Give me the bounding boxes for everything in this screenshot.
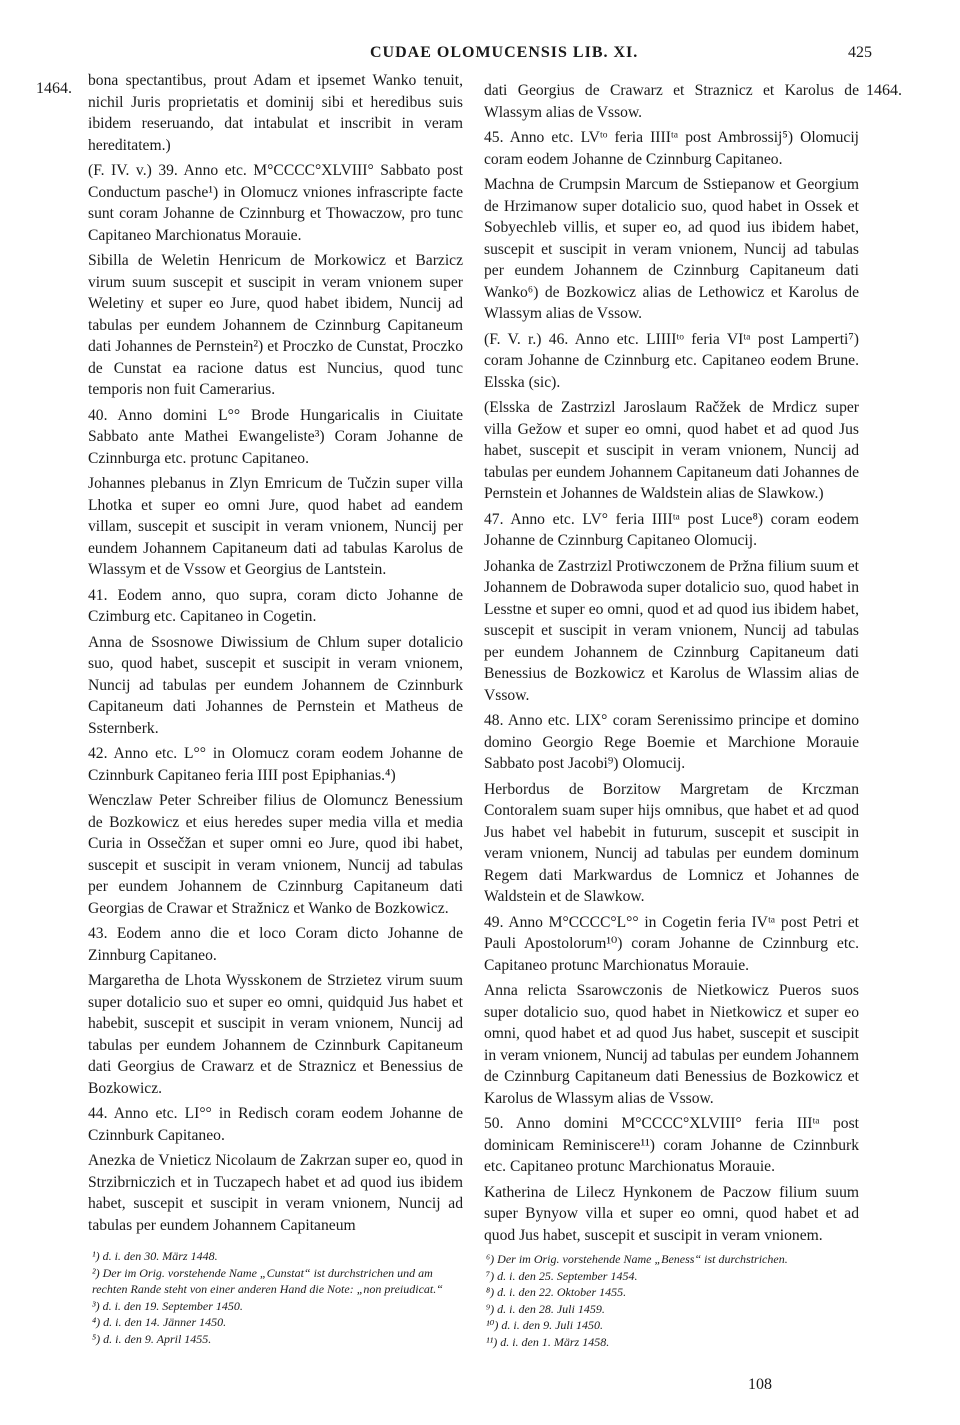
paragraph: Wenczlaw Peter Schreiber filius de Olomuncz Benessium de Bozkowicz et eius heredes super media villa et media Curia in Ossečžan et super omni eo Jure, quod ibi habet, suscepit et suscipit in veram vnionem, Nuncij ad tabulas per eundem Johannem de Czinnburg Capitaneum dati Georgias de Crawar et Stražnicz et Wanko de Bozkowicz. <box>88 792 463 917</box>
running-title: CUDAE OLOMUCENSIS LIB. XI. <box>370 44 639 61</box>
paragraph: Machna de Crumpsin Marcum de Sstiepanow et Georgium de Hrzimanow super dotalicio suo, quod habet in Ossek et Sobyechleb villis, et super eo, ad quod ius ibidem habet, suscepit et suscipit in veram vnionem, Nuncij ad tabulas per eundem Johannem de Czinnburg Capitaneum dati Wanko⁶) de Bozkowicz alias de Lethowicz et Karolus de Wlassym alias de Vssow. <box>484 176 859 322</box>
footnote: ⁴) d. i. den 14. Jänner 1450. <box>92 1315 227 1330</box>
signature-mark: 108 <box>748 1376 772 1393</box>
footnote: ⁶) Der im Orig. vorstehende Name „Beness“ ist durchstrichen. <box>486 1252 788 1266</box>
paragraph: 45. Anno etc. LVᵗᵒ feria IIIIᵗᵃ post Ambrossij⁵) Olomucij coram eodem Johanne de Czinnburg Capitaneo. <box>484 129 859 168</box>
footnote: ³) d. i. den 19. September 1450. <box>92 1298 243 1313</box>
paragraph: Margaretha de Lhota Wysskonem de Strzietez virum suum super dotalicio suo et super eo omni, quidquid Jus habet et habebit, suscepit et suscipit in veram vnionem, Nuncij ad tabulas per eundem Johannem de Czinnburk Capitaneum dati Georgius de Crawarz et de Straznicz et Benessius de Bozkowicz. <box>88 972 463 1097</box>
footnote: ¹¹) d. i. den 1. März 1458. <box>486 1334 610 1349</box>
footnote: ²) Der im Orig. vorstehende Name „Cunstat“ ist durchstrichen und am rechten Rande steht von einer anderen Hand die Note: „non preiudicat.“ <box>92 1265 443 1297</box>
paragraph: 43. Eodem anno die et loco Coram dicto Johanne de Zinnburg Capitaneo. <box>88 925 463 964</box>
page-number: 425 <box>848 44 872 61</box>
paragraph: Katherina de Lilecz Hynkonem de Paczow filium suum super Bynyow villa et super eo omni, quod habet et ad quod Jus habet, suscepit et suscipit in veram vnionem. <box>484 1183 859 1244</box>
paragraph: Anna relicta Ssarowczonis de Nietkowicz Pueros suos super dotalicio suo, quod habet in Nietkowicz et super eo omni, quod habet et ad quod Jus habet, suscepit et suscipit in veram vnionem, Nuncij ad tabulas per eundem Johannem de Czinnburg Capitaneum dati Benessius de Bozkowicz et Karolus de Wlassym alias de Vssow. <box>484 982 859 1107</box>
footnote: ⁷) d. i. den 25. September 1454. <box>486 1268 638 1283</box>
paragraph: 44. Anno etc. LI°° in Redisch coram eodem Johanne de Czinnburk Capitaneo. <box>88 1105 463 1144</box>
paragraph: Johanka de Zastrzizl Protiwczonem de Pržna filium suum et Johannem de Dobrawoda super dotalicio suo, quod habet in Lesstne et super eo omni, quod et ad quod ius ibidem habet, suscepit et suscipit in veram vnionem, Nuncij ad tabulas per eundem Johannem de Czinnburg Capitaneum dati Benessius de Bozkowicz et Karolus de Wlassim alias de Vssow. <box>484 557 860 704</box>
footnote: ¹) d. i. den 30. März 1448. <box>92 1249 218 1263</box>
right-column <box>484 80 859 1250</box>
paragraph: Sibilla de Weletin Henricum de Morkowicz et Barzicz virum suum suscepit et suscipit in veram vnionem super Weletiny et super eo Jure, quod habet ibidem, Nuncij ad tabulas per eundem Johannem de Czinnburg Capitaneum dati Johannes de Pernstein²) et Proczko de Cunstat, Proczko de Cunstat ea racione datus est Nuncius, quod tunc temporis non fuit Camerarius. <box>88 252 463 398</box>
footnote: ⁹) d. i. den 28. Juli 1459. <box>486 1301 605 1316</box>
paragraph: dati Georgius de Crawarz et Straznicz et Karolus de Wlassym alias de Vssow. <box>484 82 859 121</box>
footnote: ⁸) d. i. den 22. Oktober 1455. <box>486 1285 627 1300</box>
paragraph: 49. Anno M°CCCC°L°° in Cogetin feria IVᵗᵃ post Petri et Pauli Apostolorum¹⁰) coram Johanne de Czinnburg etc. Capitaneo protunc Marchionatus Morauie. <box>484 913 859 974</box>
paragraph: 41. Eodem anno, quo supra, coram dicto Johanne de Czimburg etc. Capitaneo in Cogetin. <box>88 586 463 625</box>
paragraph: Anna de Ssosnowe Diwissium de Chlum super dotalicio suo, quod habet, suscepit et suscipit in veram vnionem, Nuncij ad tabulas per eundem Johannem de Czinnburk Capitaneum dati Johannes de Pernstein et Matheus de Ssternberk. <box>88 633 463 737</box>
paragraph: 42. Anno etc. L°° in Olomucz coram eodem Johanne de Czinnburk Capitaneo feria IIII post Epiphanias.⁴) <box>88 745 463 784</box>
margin-year-right: 1464. <box>866 82 902 99</box>
paragraph: 47. Anno etc. LV° feria IIIIᵗᵃ post Luce⁸) coram eodem Johanne de Czinnburg Capitaneo Olomucij. <box>484 510 859 549</box>
paragraph: (F. V. r.) 46. Anno etc. LIIIIᵗᵒ feria VIᵗᵃ post Lamperti⁷) coram Johanne de Czinnburg etc. Capitaneo eodem Brune. Elsska (sic). <box>484 330 859 391</box>
paragraph: (F. IV. v.) 39. Anno etc. M°CCCC°XLVIII° Sabbato post Conductum pasche¹) in Olomucz vniones infrascripte facte sunt coram Johanne de Czinnburg et Thowaczow, pro tunc Capitaneo Marchionatus Morauie. <box>88 162 463 244</box>
paragraph: bona spectantibus, prout Adam et ipsemet Wanko tenuit, nichil Juris proprietatis et dominij sibi et heredibus suis ibidem reseruando, dat intabulat et inscribit in veram hereditatem.) <box>88 72 463 154</box>
paragraph: 48. Anno etc. LIX° coram Serenissimo principe et domino domino Georgio Rege Boemie et Marchione Morauie Sabbato post Jacobi⁹) Olomucij. <box>484 712 859 772</box>
paragraph: 50. Anno domini M°CCCC°XLVIII° feria IIIᵗᵃ post dominicam Reminiscere¹¹) coram Johanne de Czinnburk etc. Capitaneo protunc Marchionatus Morauie. <box>484 1115 859 1175</box>
margin-year-left: 1464. <box>36 80 72 97</box>
paragraph: Herbordus de Borzitow Margretam de Krczman Contoralem suam super hijs omnibus, que habet et ad quod Jus habet vel habebit in futurum, suscepit et suscipit in veram vnionem, Nuncij ad tabulas per eundem dominum Regem dati Markwardus de Lomnicz et Johannes de Waldstein et de Slawkow. <box>484 780 859 905</box>
footnotes-right <box>486 1251 861 1351</box>
footnotes-left <box>92 1248 462 1348</box>
left-column <box>88 70 463 1240</box>
paragraph: Johannes plebanus in Zlyn Emricum de Tučzin super villa Lhotka et super eo omni Jure, quod habet ad eandem villam, suscepit et suscipit in veram vnionem, Nuncij per eundem Johannem Capitaneum dati ad tabulas Karolus de Wlassym et de Vssow et Georgius de Lantstein. <box>88 475 463 578</box>
running-header <box>0 44 960 66</box>
footnote: ⁵) d. i. den 9. April 1455. <box>92 1331 212 1346</box>
paragraph: (Elsska de Zastrzizl Jaroslaum Račžek de Mrdicz super villa Gežow et super eo omni, quod habet et ad quod Jus habet, suscepit et suscipit in veram vnionem, Nuncij ad tabulas per eundem Johannem Capitaneum dati Johannes de Pernstein et Johannes de Waldstein alias de Slawkow.) <box>484 399 859 502</box>
paragraph: Anezka de Vnieticz Nicolaum de Zakrzan super eo, quod in Strzibrniczich et in Tuczapech habet et ad quod ius ibidem habet, suscepit et suscipit in veram vnionem, Nuncij ad tabulas per eundem Johannem Capitaneum <box>88 1152 463 1234</box>
paragraph: 40. Anno domini L°° Brode Hungaricalis in Ciuitate Sabbato ante Mathei Ewangeliste³) Coram Johanne de Czinnburga etc. protunc Capitaneo. <box>88 406 463 467</box>
footnote: ¹⁰) d. i. den 9. Juli 1450. <box>486 1318 604 1333</box>
